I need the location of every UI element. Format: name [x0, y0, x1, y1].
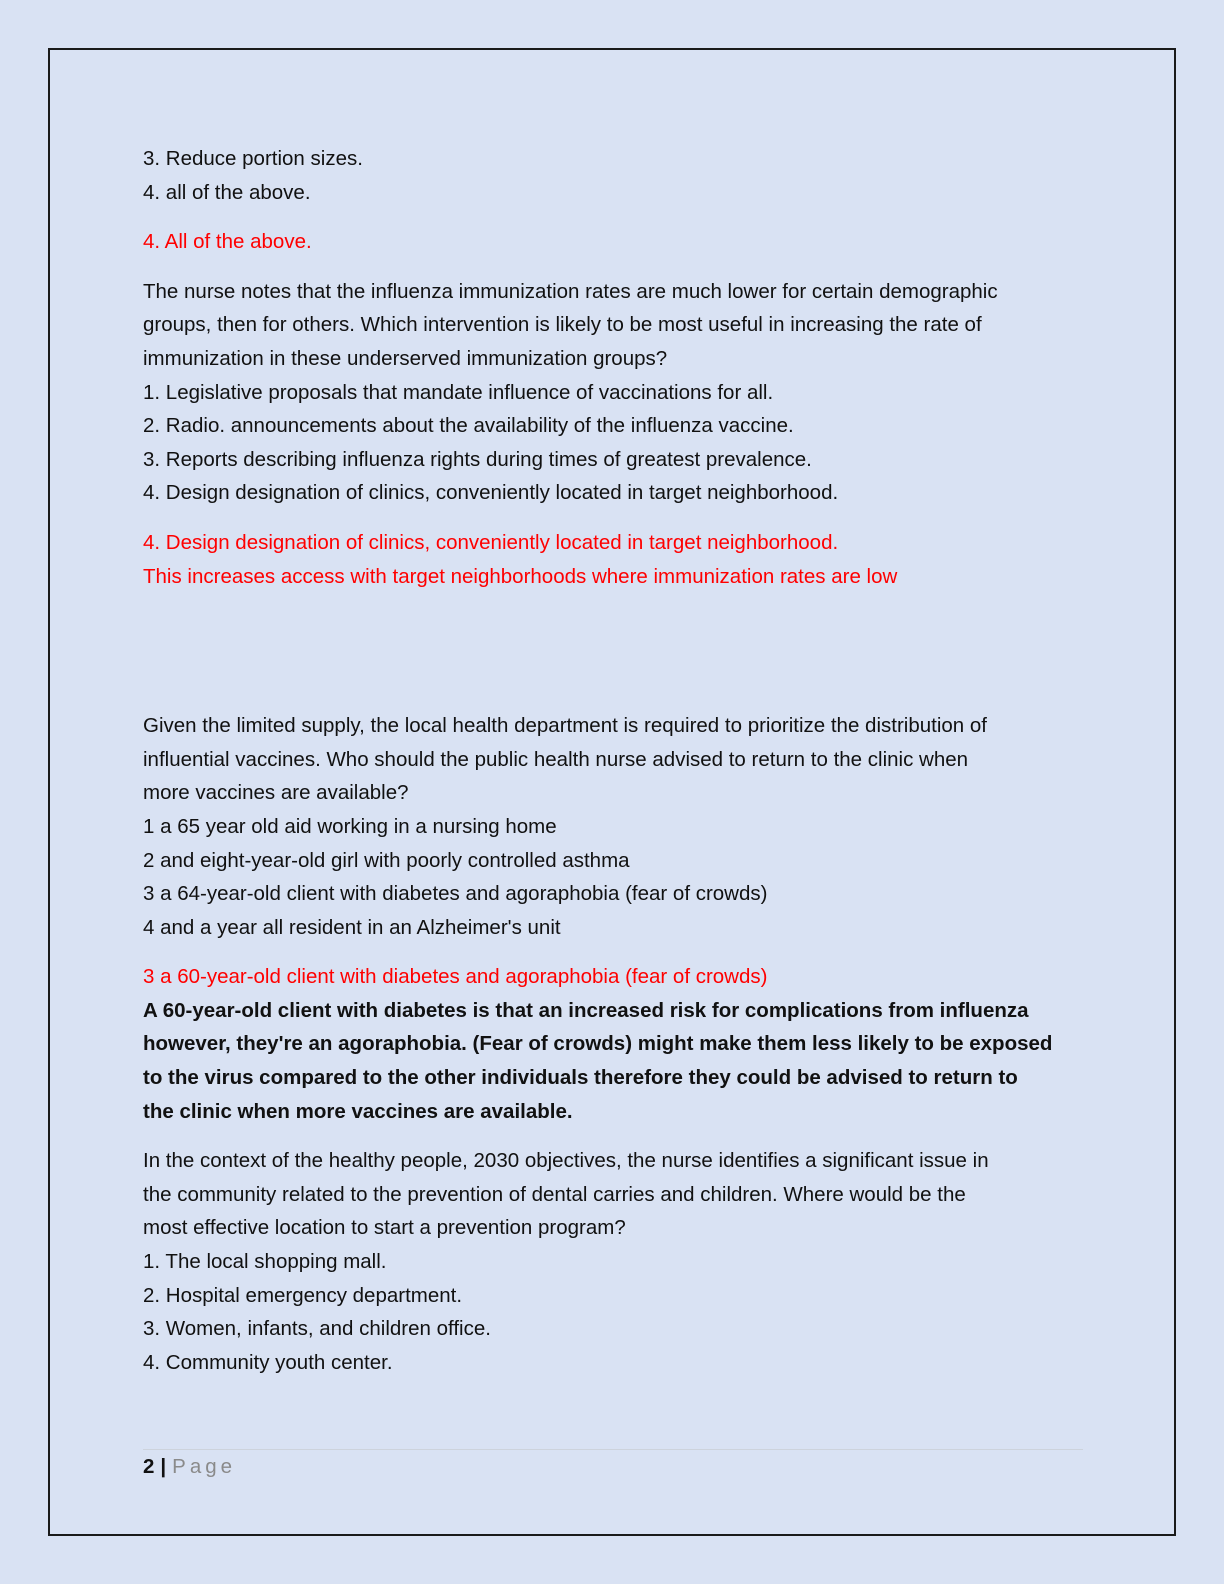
footer-divider [143, 1449, 1083, 1450]
option-line: 3 a 64-year-old client with diabetes and agoraphobia (fear of crowds) [143, 882, 768, 906]
option-line: 1. Legislative proposals that mandate influence of vaccinations for all. [143, 380, 774, 404]
options-continued [143, 142, 1083, 209]
question-line: groups, then for others. Which intervention is likely to be most useful in increasing the rate of [143, 313, 982, 337]
option-line: 4. Design designation of clinics, conveniently located in target neighborhood. [143, 481, 839, 505]
question-line: more vaccines are available? [143, 781, 409, 805]
question-line: the community related to the prevention of dental carries and children. Where would be the [143, 1182, 966, 1206]
question-line: immunization in these underserved immunization groups? [143, 346, 668, 370]
option-line: 2. Radio. announcements about the availability of the influenza vaccine. [143, 414, 794, 438]
answer-1 [143, 225, 1083, 259]
page-footer [143, 1454, 236, 1480]
option-line: 4. Community youth center. [143, 1350, 393, 1374]
answer-line: 4. All of the above. [143, 230, 312, 254]
rationale-line: to the virus compared to the other individuals therefore they could be advised to return to [143, 1066, 1018, 1090]
rationale-3 [143, 994, 1083, 1128]
question-line: Given the limited supply, the local health department is required to prioritize the distribution of [143, 714, 987, 738]
option-line: 2 and eight-year-old girl with poorly controlled asthma [143, 848, 630, 872]
document-body [143, 142, 1083, 1379]
answer-line: 3 a 60-year-old client with diabetes and agoraphobia (fear of crowds) [143, 965, 768, 989]
question-line: The nurse notes that the influenza immunization rates are much lower for certain demographic [143, 279, 998, 303]
page-number: 2 [143, 1455, 155, 1478]
rationale-line: the clinic when more vaccines are available. [143, 1099, 573, 1123]
question-vaccine-priority [143, 709, 1083, 944]
question-line: In the context of the healthy people, 2030 objectives, the nurse identifies a significant issue in [143, 1149, 989, 1173]
option-line: 4. all of the above. [143, 180, 311, 204]
option-line: 3. Reports describing influenza rights during times of greatest prevalence. [143, 447, 812, 471]
option-line: 2. Hospital emergency department. [143, 1283, 463, 1307]
question-line: influential vaccines. Who should the public health nurse advised to return to the clinic when [143, 747, 969, 771]
question-line: most effective location to start a prevention program? [143, 1216, 626, 1240]
answer-3 [143, 960, 1083, 994]
option-line: 3. Women, infants, and children office. [143, 1317, 491, 1341]
answer-2 [143, 526, 1083, 593]
rationale-line: This increases access with target neighborhoods where immunization rates are low [143, 564, 898, 588]
option-line: 4 and a year all resident in an Alzheimer's unit [143, 915, 561, 939]
answer-line: 4. Design designation of clinics, conveniently located in target neighborhood. [143, 530, 839, 554]
question-influenza-immunization [143, 275, 1083, 510]
rationale-line: A 60-year-old client with diabetes is that an increased risk for complications from influenza [143, 998, 1029, 1022]
option-line: 1 a 65 year old aid working in a nursing home [143, 814, 557, 838]
page-label: Page [172, 1455, 237, 1478]
footer-separator: | [160, 1455, 167, 1478]
question-dental-caries [143, 1144, 1083, 1379]
option-line: 1. The local shopping mall. [143, 1250, 387, 1274]
option-line: 3. Reduce portion sizes. [143, 147, 363, 170]
rationale-line: however, they're an agoraphobia. (Fear of crowds) might make them less likely to be exposed [143, 1032, 1053, 1056]
